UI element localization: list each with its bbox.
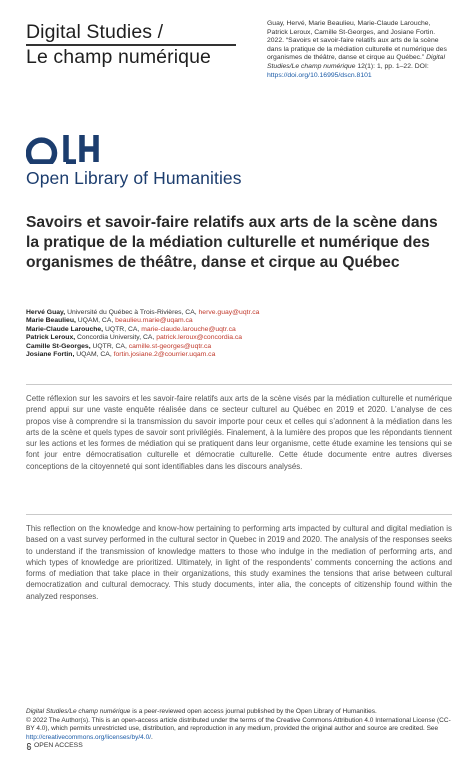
abstract-french <box>26 384 452 472</box>
citation-doi-link[interactable]: https://doi.org/10.16995/dscn.8101 <box>267 71 372 79</box>
author-item <box>26 351 446 359</box>
author-name: Marie Beaulieu, <box>26 317 76 325</box>
author-name: Josiane Fortin, <box>26 351 75 359</box>
author-email[interactable]: herve.guay@uqtr.ca <box>198 309 260 316</box>
author-affiliation: Concordia University, CA, <box>77 334 155 342</box>
citation-authors: Guay, Hervé, Marie Beaulieu, Marie-Claude Larouche, Patrick Leroux, Camille St-Georges, and Josiane Fortin. 2022. “Savoirs et savoir-faire relatifs aux arts de la scène dans la pratique de la médiation culturelle et numérique des organismes de théâtre, danse et cirque au Québec.” <box>267 20 447 62</box>
author-name: Marie-Claude Larouche, <box>26 325 104 333</box>
author-item <box>26 309 446 317</box>
license-link[interactable]: http://creativecommons.org/licenses/by/4.0/ <box>26 733 152 741</box>
footer-journal-name: Digital Studies/Le champ numérique <box>26 708 131 715</box>
footer-license <box>26 708 452 751</box>
open-access-badge <box>26 742 452 751</box>
author-name: Patrick Leroux, <box>26 334 76 342</box>
footer-copyright <box>26 717 452 743</box>
journal-title-line2: Le champ numérique <box>26 45 211 68</box>
footer-period: . <box>151 733 153 741</box>
author-affiliation: UQTR, CA, <box>92 342 127 350</box>
author-email[interactable]: patrick.leroux@concordia.ca <box>156 334 243 342</box>
author-name: Camille St-Georges, <box>26 342 91 350</box>
abstract-english-text: This reflection on the knowledge and know-how pertaining to performing arts impacted by cultural and digital mediation is based on a vast survey performed in the cultural sector in Quebec in 2019 and 2020. The analysis of the responses seeks to understand if the transmission of knowledge matters to those who indulge in the mediation of performing arts, and which types of knowledge are prioritized. Ultimately, in light of the respondents’ comments concerning the actions and forms of mediation that take place in their organizations, this study examines the tensions that arise between cultural democratization and cultural democracy. This study documents, inter alia, the concepts of citizenship found within the analyzed responses. <box>26 524 452 601</box>
open-access-label: OPEN ACCESS <box>34 742 83 750</box>
author-affiliation: UQTR, CA, <box>104 325 140 333</box>
article-title: Savoirs et savoir-faire relatifs aux arts de la scène dans la pratique de la médiation culturelle et numérique des organismes de théâtre, danse et cirque au Québec <box>26 214 438 271</box>
open-access-lock-icon <box>26 743 32 750</box>
journal-title-line1: Digital Studies / <box>26 21 164 43</box>
author-email[interactable]: marie-claude.larouche@uqtr.ca <box>141 325 236 333</box>
citation-journal: Digital Studies/Le champ numérique <box>267 54 445 70</box>
author-name: Hervé Guay, <box>26 309 66 316</box>
author-item <box>26 326 446 334</box>
author-email[interactable]: fortin.josiane.2@courrier.uqam.ca <box>113 351 216 359</box>
author-affiliation: UQAM, CA, <box>77 317 114 325</box>
olh-logo-icon <box>26 132 102 164</box>
author-affiliation: Université du Québec à Trois-Rivières, CA, <box>67 309 197 316</box>
footer-statement-text: is a peer-reviewed open access journal published by the Open Library of Humanities. <box>130 708 377 715</box>
publisher-name: Open Library of Humanities <box>26 168 242 188</box>
footer-copyright-text: © 2022 The Author(s). This is an open-access article distributed under the terms of the Creative Commons Attribution 4.0 International License (CC-BY 4.0), which permits unrestricted use, distribution, and reproduction in any medium, provided the original author and source are credited. See <box>26 716 451 733</box>
citation-volume: 12(1): 1, pp. 1–22. DOI: <box>357 62 429 70</box>
author-email[interactable]: camille.st-georges@uqtr.ca <box>128 342 212 350</box>
author-item <box>26 343 446 351</box>
author-email[interactable]: beaulieu.marie@uqam.ca <box>115 317 193 325</box>
journal-masthead <box>26 22 241 68</box>
author-affiliation: UQAM, CA, <box>76 351 112 359</box>
abstract-french-text: Cette réflexion sur les savoirs et les savoir-faire relatifs aux arts de la scène visés par la médiation culturelle et numérique prend appui sur une vaste enquête réalisée dans ce secteur culturel au Québec en 2019 et 2020. L’analyse de ces propos vise à comprendre si la transmission du savoir importe pour ceux et celles qui s’adonnent à la médiation dans les arts de la scène et quels types de savoir sont privilégiés. Finalement, à la lumière des propos que les répondants tiennent sur les actions et les formes de médiation qui se pratiquent dans leur organisme, cette étude examine les tensions qui se font jour entre démocratisation culturelle et démocratie culturelle. Cette étude documente entre autres diverses conceptions de la citoyenneté qui sont identifiables dans les discours analysés. <box>26 394 452 471</box>
author-item <box>26 317 446 325</box>
footer-journal-statement <box>26 708 452 717</box>
author-item <box>26 334 446 342</box>
publisher-logo-block <box>26 132 242 189</box>
author-list <box>26 309 446 359</box>
abstract-english <box>26 514 452 602</box>
citation-block <box>267 20 452 80</box>
